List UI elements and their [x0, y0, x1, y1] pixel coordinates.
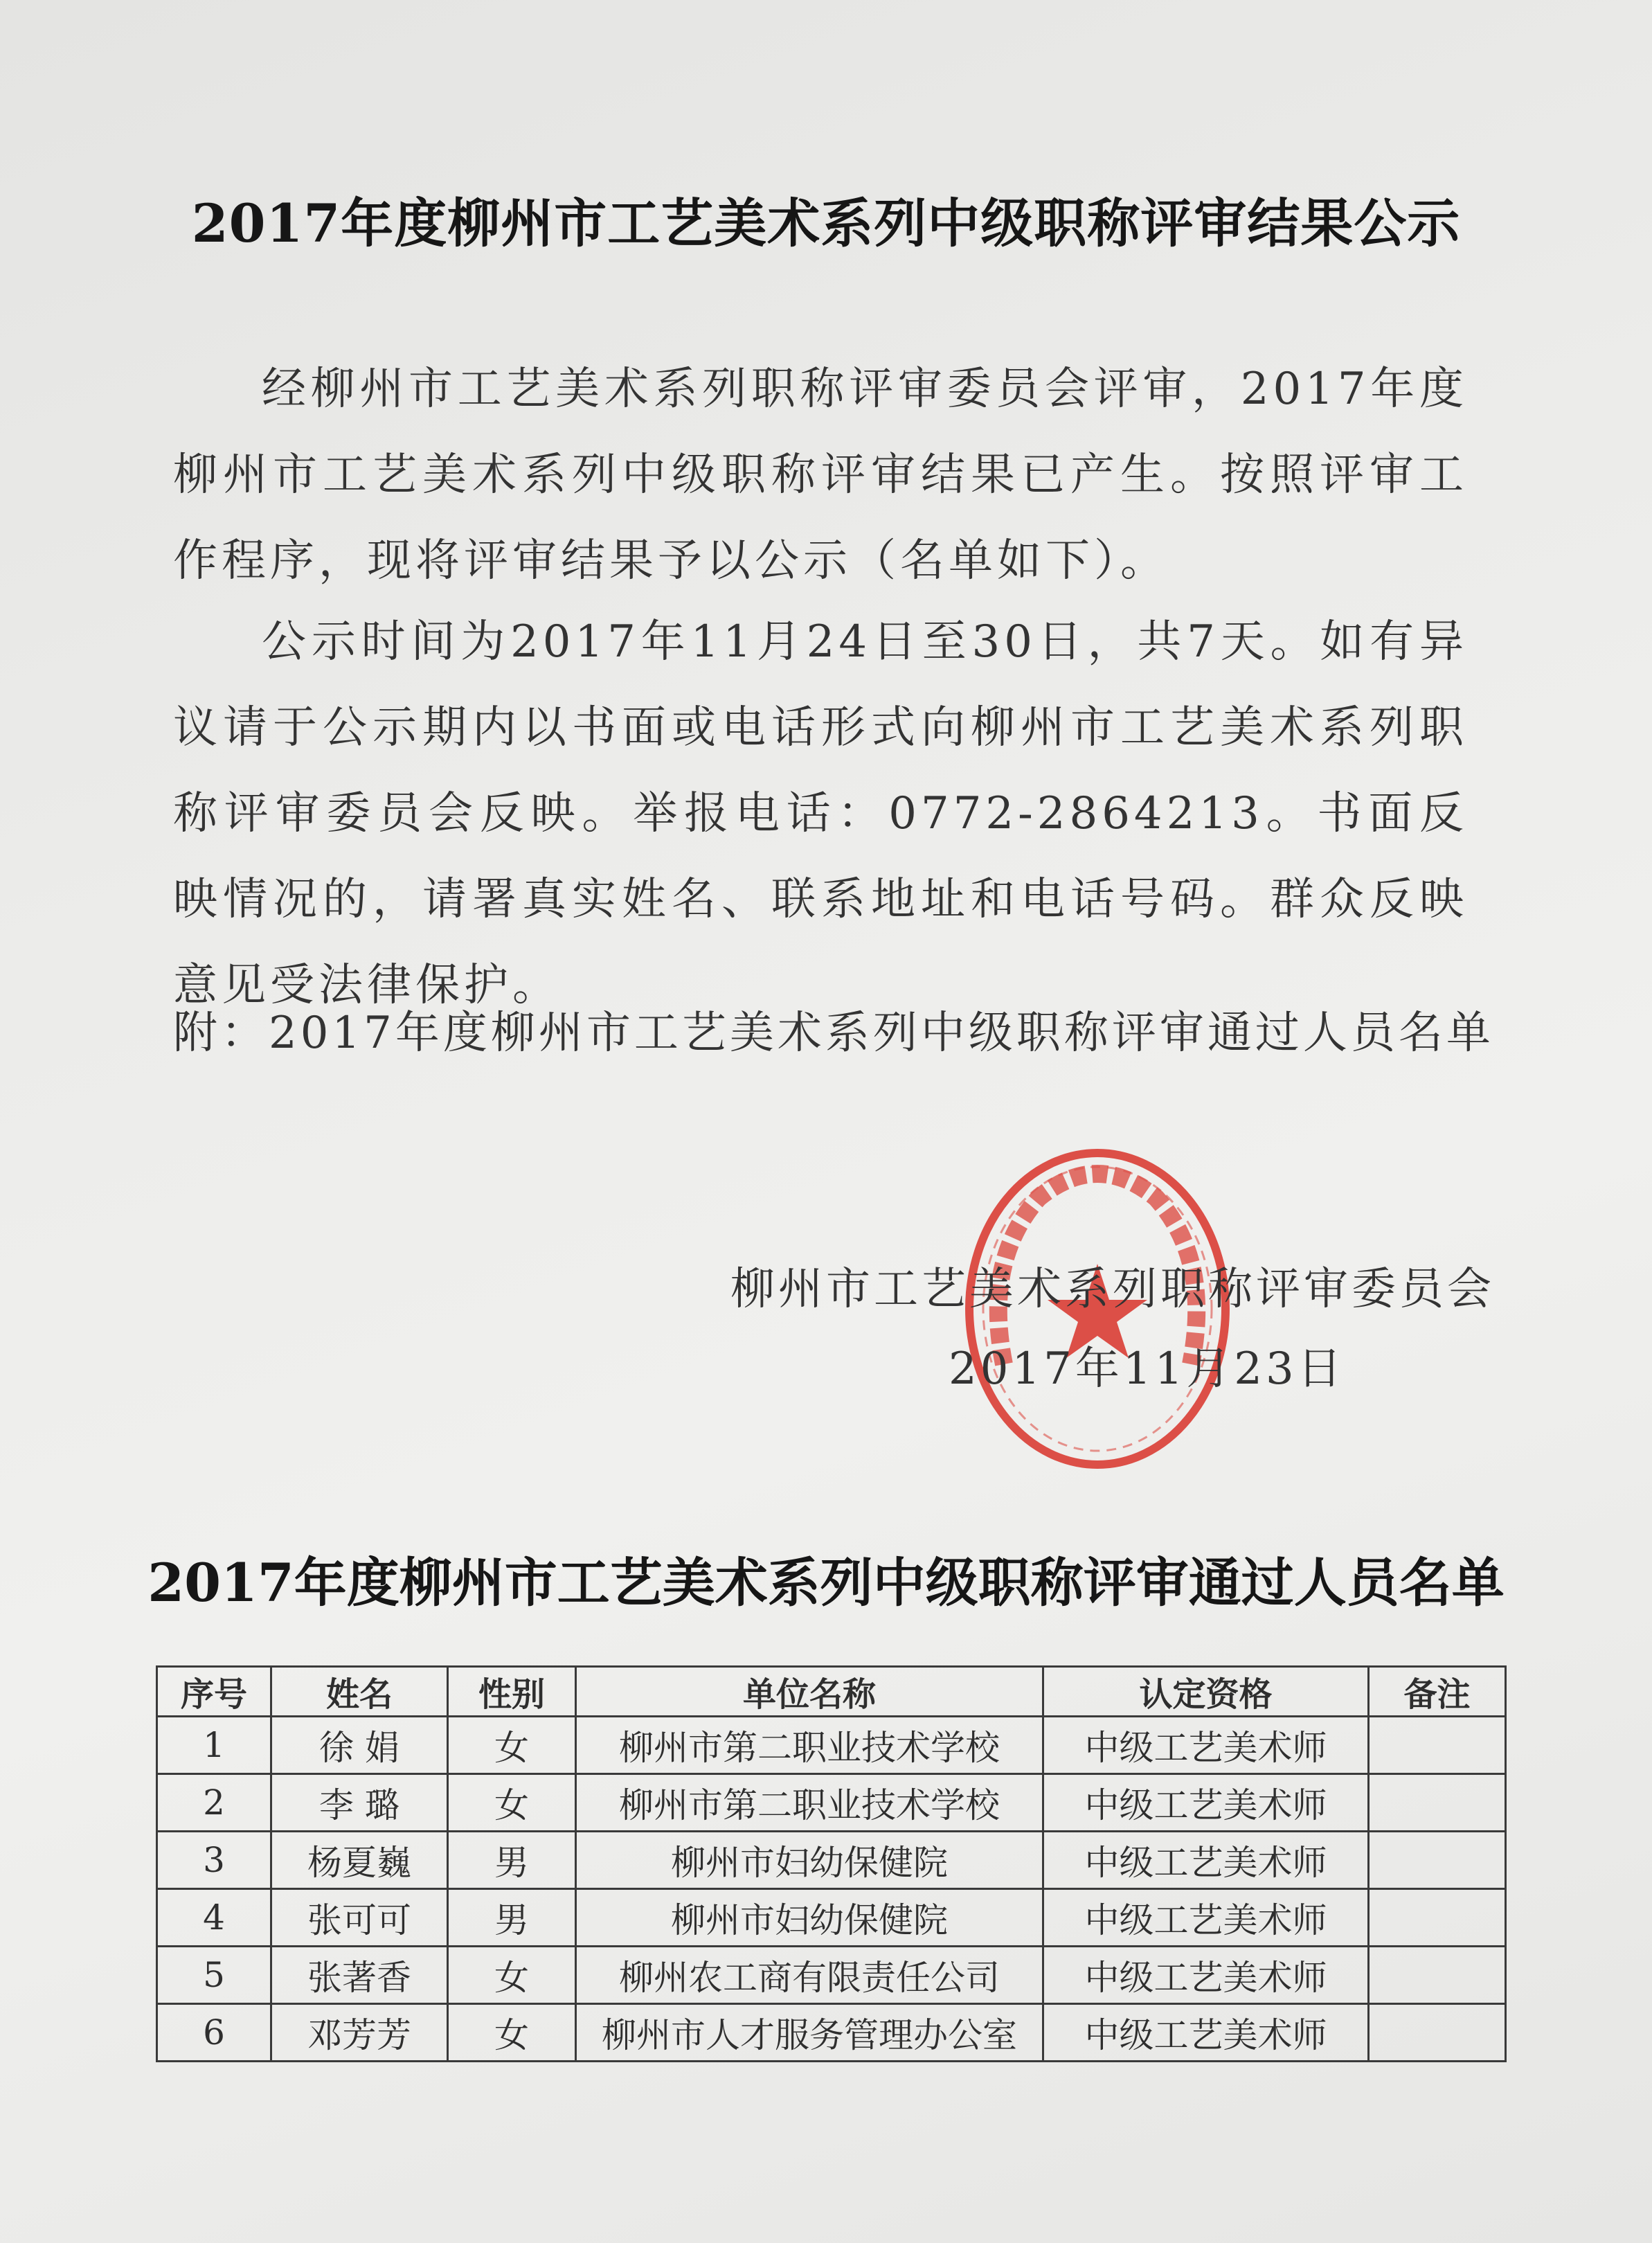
header-gender: 性别 [448, 1667, 576, 1717]
roster-table [156, 1665, 1507, 2062]
header-remarks: 备注 [1369, 1667, 1506, 1717]
cell-name: 杨夏巍 [271, 1832, 448, 1889]
table-row [157, 2004, 1506, 2062]
cell-qualification: 中级工艺美术师 [1043, 2004, 1369, 2062]
cell-employer: 柳州市人才服务管理办公室 [576, 2004, 1043, 2062]
notice-paragraph-2: 公示时间为2017年11月24日至30日，共7天。如有异议请于公示期内以书面或电话形式向柳州市工艺美术系列职称评审委员会反映。举报电话：0772-2864213。书面反映情况的，请署真实姓名、联系地址和电话号码。群众反映意见受法律保护。 [173, 616, 1468, 1011]
notice-paragraph-1: 经柳州市工艺美术系列职称评审委员会评审，2017年度柳州市工艺美术系列中级职称评审结果已产生。按照评审工作程序，现将评审结果予以公示（名单如下）。 [173, 364, 1468, 587]
cell-index: 6 [157, 2004, 271, 2062]
cell-remarks [1369, 1889, 1506, 1947]
header-index: 序号 [157, 1667, 271, 1717]
cell-name: 徐 娟 [271, 1717, 448, 1774]
cell-qualification: 中级工艺美术师 [1043, 1889, 1369, 1947]
cell-index: 5 [157, 1947, 271, 2004]
cell-employer: 柳州农工商有限责任公司 [576, 1947, 1043, 2004]
cell-qualification: 中级工艺美术师 [1043, 1774, 1369, 1832]
cell-name: 李 璐 [271, 1774, 448, 1832]
table-row [157, 1717, 1506, 1774]
table-row [157, 1774, 1506, 1832]
cell-name: 邓芳芳 [271, 2004, 448, 2062]
cell-qualification: 中级工艺美术师 [1043, 1947, 1369, 2004]
cell-remarks [1369, 1717, 1506, 1774]
cell-index: 1 [157, 1717, 271, 1774]
notice-title: 2017年度柳州市工艺美术系列中级职称评审结果公示 [191, 193, 1461, 254]
cell-remarks [1369, 1832, 1506, 1889]
cell-gender: 女 [448, 1774, 576, 1832]
cell-gender: 男 [448, 1832, 576, 1889]
cell-employer: 柳州市妇幼保健院 [576, 1889, 1043, 1947]
attachment-note: 附：2017年度柳州市工艺美术系列中级职称评审通过人员名单 [173, 1008, 1494, 1059]
signer-organization: 柳州市工艺美术系列职称评审委员会 [730, 1264, 1495, 1315]
table-row [157, 1947, 1506, 2004]
table-header-row [157, 1667, 1506, 1717]
cell-gender: 男 [448, 1889, 576, 1947]
table-row [157, 1832, 1506, 1889]
signed-date: 2017年11月23日 [949, 1343, 1345, 1395]
header-qualification: 认定资格 [1043, 1667, 1369, 1717]
cell-remarks [1369, 1774, 1506, 1832]
cell-qualification: 中级工艺美术师 [1043, 1832, 1369, 1889]
cell-name: 张可可 [271, 1889, 448, 1947]
cell-gender: 女 [448, 2004, 576, 2062]
cell-remarks [1369, 2004, 1506, 2062]
table-row [157, 1889, 1506, 1947]
header-name: 姓名 [271, 1667, 448, 1717]
cell-remarks [1369, 1947, 1506, 2004]
cell-employer: 柳州市第二职业技术学校 [576, 1774, 1043, 1832]
cell-index: 4 [157, 1889, 271, 1947]
cell-gender: 女 [448, 1947, 576, 2004]
cell-index: 2 [157, 1774, 271, 1832]
cell-employer: 柳州市第二职业技术学校 [576, 1717, 1043, 1774]
cell-index: 3 [157, 1832, 271, 1889]
cell-name: 张著香 [271, 1947, 448, 2004]
cell-gender: 女 [448, 1717, 576, 1774]
roster-title: 2017年度柳州市工艺美术系列中级职称评审通过人员名单 [147, 1552, 1505, 1614]
cell-qualification: 中级工艺美术师 [1043, 1717, 1369, 1774]
cell-employer: 柳州市妇幼保健院 [576, 1832, 1043, 1889]
header-employer: 单位名称 [576, 1667, 1043, 1717]
